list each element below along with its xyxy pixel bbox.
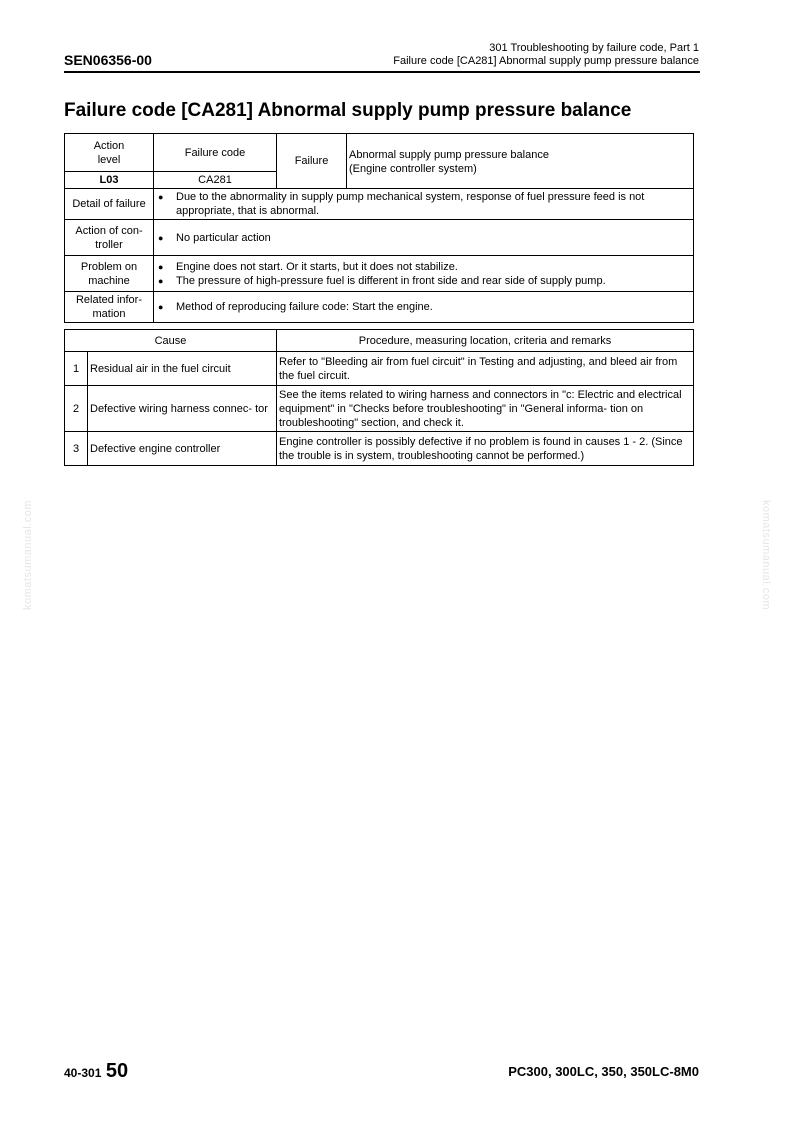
page-number-value: 50	[105, 1060, 129, 1082]
procedure-column-header: Procedure, measuring location, criteria and remarks	[277, 330, 694, 352]
watermark-right: komatsumanual.com	[760, 500, 772, 610]
machine-models: PC300, 300LC, 350, 350LC-8M0	[508, 1064, 699, 1079]
action-label: Action of con- troller	[65, 220, 154, 256]
failure-header: Failure	[277, 134, 347, 189]
page-title: Failure code [CA281] Abnormal supply pump pressure balance	[64, 100, 632, 121]
cause-number: 2	[65, 386, 88, 432]
subsection-title: Failure code [CA281] Abnormal supply pump pressure balance	[393, 55, 699, 67]
bullet-icon: ●	[158, 302, 164, 312]
failure-info-table	[64, 133, 694, 323]
cause-table	[64, 329, 694, 466]
bullet-icon: ●	[158, 232, 164, 243]
header-rule	[64, 71, 700, 73]
cause-text: Defective engine controller	[88, 432, 277, 466]
running-header	[393, 42, 699, 68]
procedure-text: See the items related to wiring harness and connectors in "c: Electric and electrical equipment" in "Checks before troubleshooting" in "General informa- tion on troubleshooting" section, and check it.	[277, 386, 694, 432]
cause-number: 3	[65, 432, 88, 466]
bullet-icon: ●	[158, 275, 164, 286]
cause-column-header: Cause	[65, 330, 277, 352]
page-number	[64, 1060, 128, 1083]
page-prefix: 40-301	[64, 1066, 102, 1080]
document-code: SEN06356-00	[64, 52, 152, 68]
failure-code-value: CA281	[154, 172, 277, 189]
table-row	[65, 432, 694, 466]
bullet-icon: ●	[158, 192, 164, 202]
section-title: 301 Troubleshooting by failure code, Part 1	[489, 42, 699, 54]
detail-text: ● Due to the abnormality in supply pump mechanical system, response of fuel pressure feed is not appropriate, that is abnormal.	[154, 189, 694, 220]
failure-code-header: Failure code	[154, 134, 277, 172]
related-text: ● Method of reproducing failure code: Start the engine.	[154, 292, 694, 323]
related-label: Related infor- mation	[65, 292, 154, 323]
cause-number: 1	[65, 352, 88, 386]
bullet-icon: ●	[158, 261, 164, 272]
failure-description: Abnormal supply pump pressure balance (Engine controller system)	[347, 134, 694, 189]
problem-text: ● Engine does not start. Or it starts, but it does not stabilize. ● The pressure of high-pressure fuel is different in front side and rear side of supply pump.	[154, 256, 694, 292]
procedure-text: Refer to "Bleeding air from fuel circuit" in Testing and adjusting, and bleed air from the fuel circuit.	[277, 352, 694, 386]
cause-text: Defective wiring harness connec- tor	[88, 386, 277, 432]
action-text: ● No particular action	[154, 220, 694, 256]
action-level-value: L03	[65, 172, 154, 189]
table-row	[65, 386, 694, 432]
procedure-text: Engine controller is possibly defective if no problem is found in causes 1 - 2. (Since the trouble is in system, troubleshooting cannot be performed.)	[277, 432, 694, 466]
cause-text: Residual air in the fuel circuit	[88, 352, 277, 386]
table-row	[65, 352, 694, 386]
action-level-header: Action level	[65, 134, 154, 172]
watermark-left: komatsumanual.com	[22, 500, 34, 610]
problem-label: Problem on machine	[65, 256, 154, 292]
detail-label: Detail of failure	[65, 189, 154, 220]
